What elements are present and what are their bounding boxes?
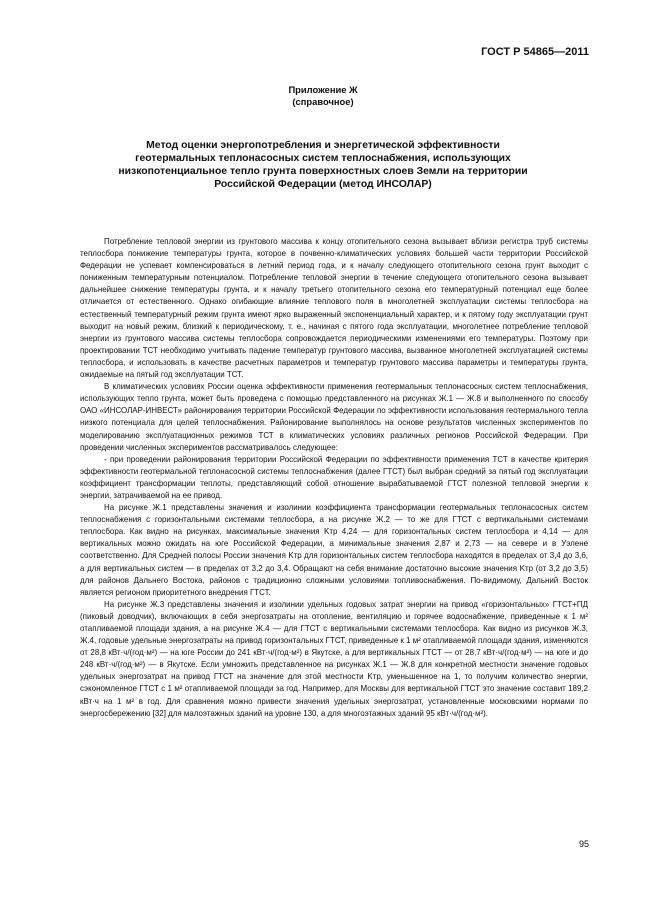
paragraph-5: На рисунке Ж.3 представлены значения и изолинии удельных годовых затрат энергии на привод «горизонтальных» ГТСТ+ПД (пиковый доводчик), включающих в себя энергозатраты на отопление, вентиляцию и горячее водоснабжение, приведенные к 1 м² отапливаемой площади здания, а на рисунке Ж.4 — для ГТСТ с вертикальными системами теплосбора. Как видно из рисунков Ж.3, Ж.4, годовые удельные энергозатраты на привод горизонтальных ГТСТ, приведенные к 1 м² отапливаемой площади здания, изменяются от 28,8 кВт·ч/(год·м²) — на юге России до 241 кВт·ч/(год·м²) в Якутске, а для вертикальных ГТСТ — от 28,7 кВт·ч/(год·м²) — на юге и до 248 кВт·ч/(год·м²) — в Якутске. Если умножить представленное на рисунках Ж.1 — Ж.8 для конкретной местности значение годовых удельных энергозатрат на привод ГТСТ на значение для этой местности Kтр, уменьшенное на 1, то получим количество энергии, сэкономленное ГТСТ с 1 м² отапливаемой площади за год. Например, для Москвы для вертикальной ГТСТ это значение составит 189,2 кВт·ч на 1 м² в год. Для сравнения можно привести значения удельных энергозатрат, установленные московскими нормами по энергосбережению [32] для малоэтажных зданий на уровне 130, а для многоэтажных зданий 95 кВт·ч/(год·м²). [80,599,588,718]
title-line-3: низкопотенциальное тепло грунта поверхностных слоев Земли на территории [118,166,528,177]
standard-header: ГОСТ Р 54865—2011 [481,46,589,58]
page-number: 95 [578,839,589,849]
title-line-4: Российской Федерации (метод ИНСОЛАР) [214,179,432,190]
paragraph-2: В климатических условиях России оценка эффективности применения геотермальных теплонасосных систем теплоснабжения, использующих тепло грунта, может быть проведена с помощью представленного на рисунках Ж.1 — Ж.8 и выполненного по способу ОАО «ИНСОЛАР-ИНВЕСТ» районирования территории Российской Федерации по эффективности использования геотермального тепла низкого потенциала для целей теплоснабжения. Районирование выполнялось на основе результатов численных экспериментов по моделированию эксплуатационных режимов ТСТ в климатических условиях различных регионов Российской Федерации. При проведении численных экспериментов рассматривалось следующее: [80,382,588,452]
paragraph-4: На рисунке Ж.1 представлены значения и изолинии коэффициента трансформации геотермальных теплонасосных систем теплоснабжения с горизонтальными системами теплосбора, а на рисунке Ж.2 — то же для ГТСТ с вертикальными системами теплосбора. Как видно на рисунках, максимальные значения Kтр 4,24 — для горизонтальных систем теплосбора и 4,14 — для вертикальных можно ожидать на юге Российской Федерации, а минимальные значения 2,87 и 2,73 — на севере и в Уэлене соответственно. Для Средней полосы России значения Kтр для горизонтальных систем теплосбора находятся в пределах от 3,4 до 3,6, а для вертикальных систем — в пределах от 3,2 до 3,4. Обращают на себя внимание достаточно высокие значения Kтр (от 3,2 до 3,5) для районов Дальнего Востока, районов с традиционно сложными условиями топливоснабжения. По-видимому, Дальний Восток является регионом приоритетного внедрения ГТСТ. [80,503,588,597]
title-line-2: геотермальных теплонасосных систем теплоснабжения, использующих [135,153,511,164]
appendix-type: (справочное) [292,96,354,107]
paragraph-3: - при проведении районирования территории Российской Федерации по эффективности применения ТСТ в качестве критерия эффективности геотермальной теплонасосной системы теплоснабжения (далее ГТСТ) был выбран средний за пятый год эксплуатации коэффициент трансформации теплоты, представляющий собой отношение вырабатываемой ГТСТ полезной тепловой энергии к энергии, затрачиваемой на ее привод. [80,454,588,500]
appendix-label: Приложение Ж [288,84,358,95]
document-title [110,139,536,191]
appendix-heading [0,84,646,108]
title-line-1: Метод оценки энергопотребления и энергетической эффективности [146,140,500,151]
paragraph-1: Потребление тепловой энергии из грунтового массива к концу отопительного сезона вызывает вблизи регистра труб системы теплосбора понижение температуры грунта, которое в почвенно-климатических условиях большей части территории Российской Федерации не успевает компенсироваться в летний период года, и к началу следующего отопительного сезона грунт выходит с пониженным температурным потенциалом. Потребление тепловой энергии в течение следующего отопительного сезона вызывает дальнейшее снижение температуры грунта, и к началу третьего отопительного сезона его температурный потенциал еще более отличается от естественного. Однако огибающие влияние теплового поля в многолетней эксплуатации системы теплосбора на естественный температурный режим грунта имеют ярко выраженный экспоненциальный характер, и к пятому году эксплуатации грунт выходит на новый режим, близкий к периодическому, т. е., начиная с пятого года эксплуатации, многолетнее потребление тепловой энергии из грунтового массива системы теплосбора сопровождается периодическими изменениями его температуры. Поэтому при проектировании ТСТ необходимо учитывать падение температур грунтового массива, вызванное многолетней эксплуатацией системы теплосбора, и использовать в качестве расчетных параметров и температур грунтового массива параметры и температуры грунта, ожидаемые на пятый год эксплуатации ТСТ. [80,237,588,380]
body-text [80,236,588,720]
